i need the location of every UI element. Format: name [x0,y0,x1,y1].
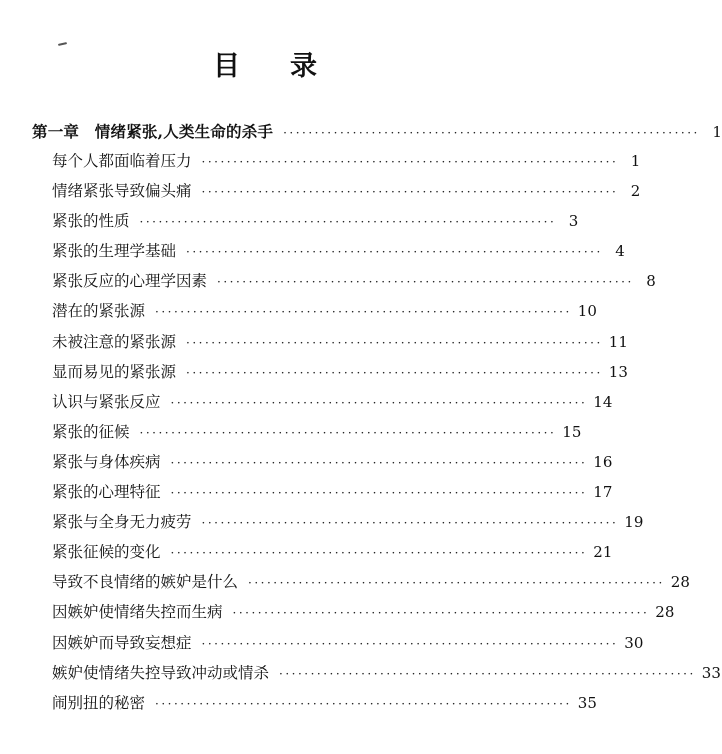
toc-page-number: 11 [608,332,628,351]
dot-leader: ·································································· [201,155,619,169]
toc-entry[interactable] [32,299,597,329]
toc-entry-label: 因嫉妒使情绪失控而生病 [52,603,223,622]
dot-leader: ·································································· [217,275,634,290]
toc-section-list [32,149,721,721]
toc-entry-label: 紧张的生理学基础 [52,242,177,261]
toc-page-number: 30 [624,633,644,652]
toc-entry-label: 第一章 情绪紧张,人类生命的杀手 [32,122,274,141]
toc-page-number: 16 [593,452,613,471]
table-of-contents [32,120,722,721]
dot-leader: ·································································· [139,425,557,440]
toc-page-number: 19 [624,513,644,532]
toc-entry-label: 潜在的紧张源 [52,302,146,321]
toc-entry-label: 显而易见的紧张源 [52,362,177,381]
toc-page-number: 2 [630,182,641,201]
toc-page-number: 13 [608,362,628,381]
title-char-1: 目 [213,51,240,82]
toc-page-number: 35 [577,693,597,712]
toc-entry[interactable] [32,570,690,600]
dot-leader: ·································································· [139,215,557,230]
toc-entry-label: 闹别扭的秘密 [52,693,146,712]
toc-entry[interactable] [32,631,644,661]
dot-leader: ·································································· [248,576,665,591]
toc-entry[interactable] [32,149,641,179]
dot-leader: ·································································· [201,516,619,531]
dot-leader: ·································································· [186,335,603,350]
dot-leader: ·································································· [170,455,588,470]
toc-entry[interactable] [32,209,579,239]
toc-entry-label: 认识与紧张反应 [52,392,161,411]
dot-leader: ·································································· [201,636,619,651]
toc-page-number: 17 [593,483,613,502]
toc-page-number: 1 [630,152,641,170]
dot-leader: ·································································· [186,245,603,260]
toc-page-number: 1 [712,123,722,141]
toc-entry-label: 导致不良情绪的嫉妒是什么 [52,573,239,592]
dot-leader: ·································································· [155,696,572,711]
toc-page-number: 10 [577,302,597,321]
toc-entry-label: 紧张的征候 [52,422,130,441]
dot-leader: ·································································· [283,126,700,140]
toc-page-number: 33 [701,663,721,682]
toc-entry[interactable] [32,360,628,390]
toc-entry[interactable] [32,420,582,450]
toc-entry[interactable] [32,390,613,420]
dot-leader: ·································································· [232,606,650,621]
dot-leader: ·································································· [186,365,603,380]
toc-page-number: 21 [593,543,613,562]
toc-page-number: 14 [593,392,613,411]
toc-page-number: 8 [646,272,656,291]
dot-leader: ·································································· [170,486,588,501]
toc-entry-label: 嫉妒使情绪失控导致冲动或情杀 [52,663,270,682]
toc-entry-label: 紧张的性质 [52,212,130,231]
toc-entry-label: 情绪紧张导致偏头痛 [52,182,192,201]
toc-chapter-entry[interactable] [32,120,722,149]
dot-leader: ·································································· [155,305,572,320]
dot-leader: ·································································· [279,666,696,681]
toc-entry[interactable] [32,269,656,299]
toc-entry[interactable] [32,691,597,721]
toc-entry[interactable] [32,661,721,691]
toc-page-number: 4 [615,242,625,261]
toc-entry[interactable] [32,540,613,570]
toc-entry[interactable] [32,600,675,630]
dot-leader: ·································································· [170,395,588,410]
toc-entry[interactable] [32,330,628,360]
toc-entry-label: 紧张反应的心理学因素 [52,272,208,291]
toc-entry-label: 因嫉妒而导致妄想症 [52,633,192,652]
toc-entry-label: 紧张征候的变化 [52,543,161,562]
toc-entry-label: 紧张与全身无力疲劳 [52,513,192,532]
toc-page-number: 28 [655,603,675,622]
toc-page-number: 3 [568,212,579,231]
page-title [0,44,530,83]
toc-entry[interactable] [32,480,613,510]
dot-leader: ·································································· [170,546,588,561]
toc-entry-label: 紧张的心理特征 [52,483,161,502]
toc-entry-label: 每个人都面临着压力 [52,152,192,170]
dot-leader: ·································································· [201,185,619,200]
toc-entry-label: 紧张与身体疾病 [52,452,161,471]
title-char-2: 录 [290,51,317,82]
toc-entry[interactable] [32,450,613,480]
toc-page-number: 15 [562,422,582,441]
toc-entry[interactable] [32,239,625,269]
toc-entry-label: 未被注意的紧张源 [52,332,177,351]
toc-page-number: 28 [670,573,690,592]
toc-entry[interactable] [32,510,644,540]
toc-entry[interactable] [32,179,641,209]
